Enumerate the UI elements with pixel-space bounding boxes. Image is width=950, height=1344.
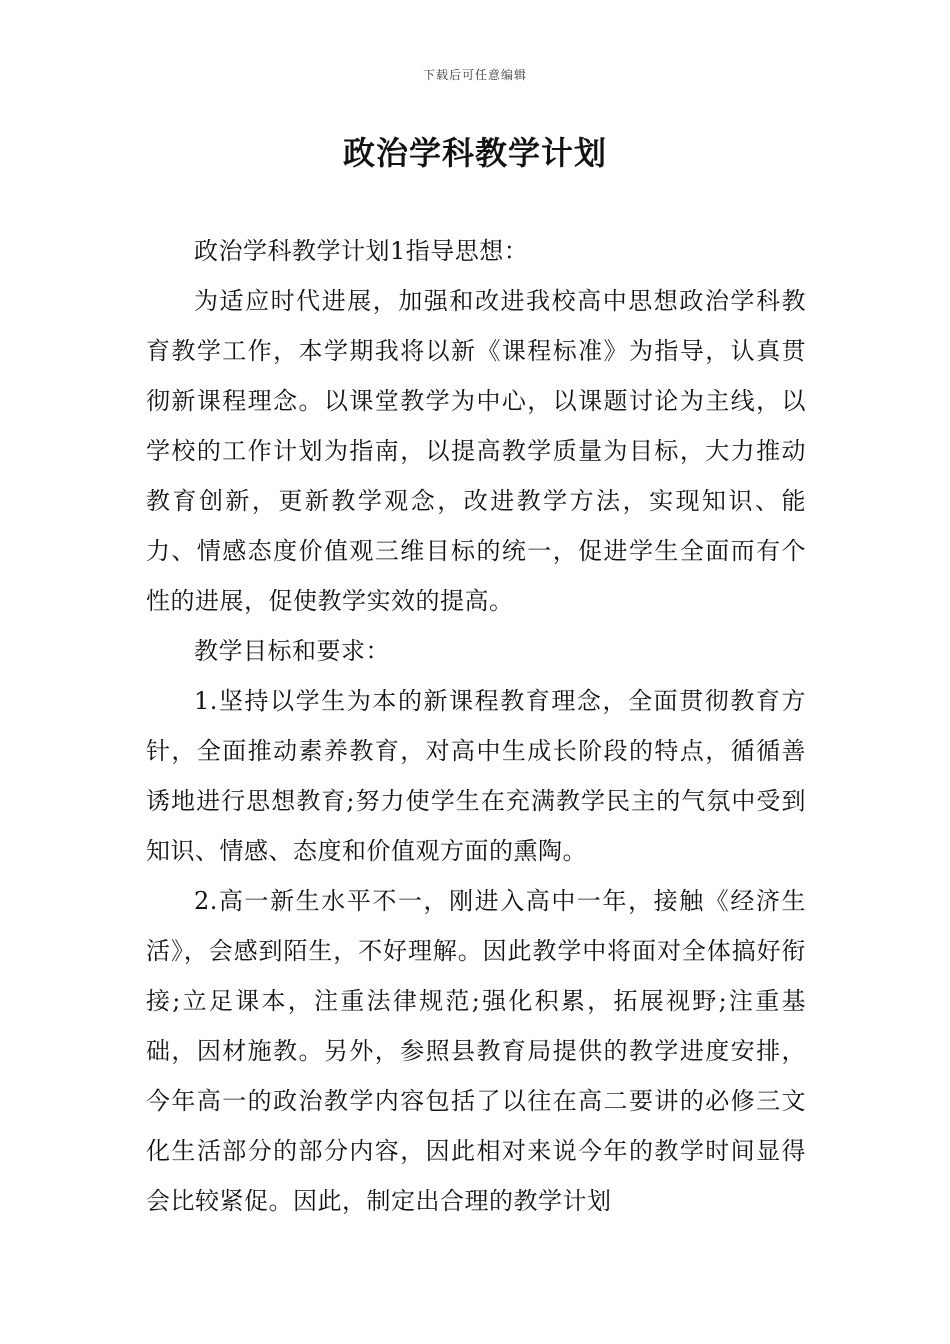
header-note: 下载后可任意编辑 xyxy=(422,68,527,82)
paragraph-goal-1: 1.坚持以学生为本的新课程教育理念，全面贯彻教育方针，全面推动素养教育，对高中生成长阶段的特点，循循善诱地进行思想教育;努力使学生在充满教学民主的气氛中受到知识、情感、态度和价值观方面的熏陶。 xyxy=(146,687,806,865)
paragraph-goals-heading: 教学目标和要求： xyxy=(194,637,390,665)
paragraph-intro-heading: 政治学科教学计划1指导思想： xyxy=(194,237,529,265)
paragraph-goal-2: 2.高一新生水平不一，刚进入高中一年，接触《经济生活》，会感到陌生，不好理解。因此教学中将面对全体搞好衔接;立足课本，注重法律规范;强化积累，拓展视野;注重基础，因材施教。另外，参照县教育局提供的教学进度安排，今年高一的政治教学内容包括了以往在高二要讲的必修三文化生活部分的部分内容，因此相对来说今年的教学时间显得会比较紧促。因此，制定出合理的教学计划 xyxy=(146,887,806,1215)
document-title: 政治学科教学计划 xyxy=(342,134,607,172)
paragraph-guiding-thought: 为适应时代进展，加强和改进我校高中思想政治学科教育教学工作，本学期我将以新《课程标准》为指导，认真贯彻新课程理念。以课堂教学为中心，以课题讨论为主线，以学校的工作计划为指南，以提高教学质量为目标，大力推动教育创新，更新教学观念，改进教学方法，实现知识、能力、情感态度价值观三维目标的统一，促进学生全面而有个性的进展，促使教学实效的提高。 xyxy=(146,287,806,615)
document-body xyxy=(146,226,806,1226)
